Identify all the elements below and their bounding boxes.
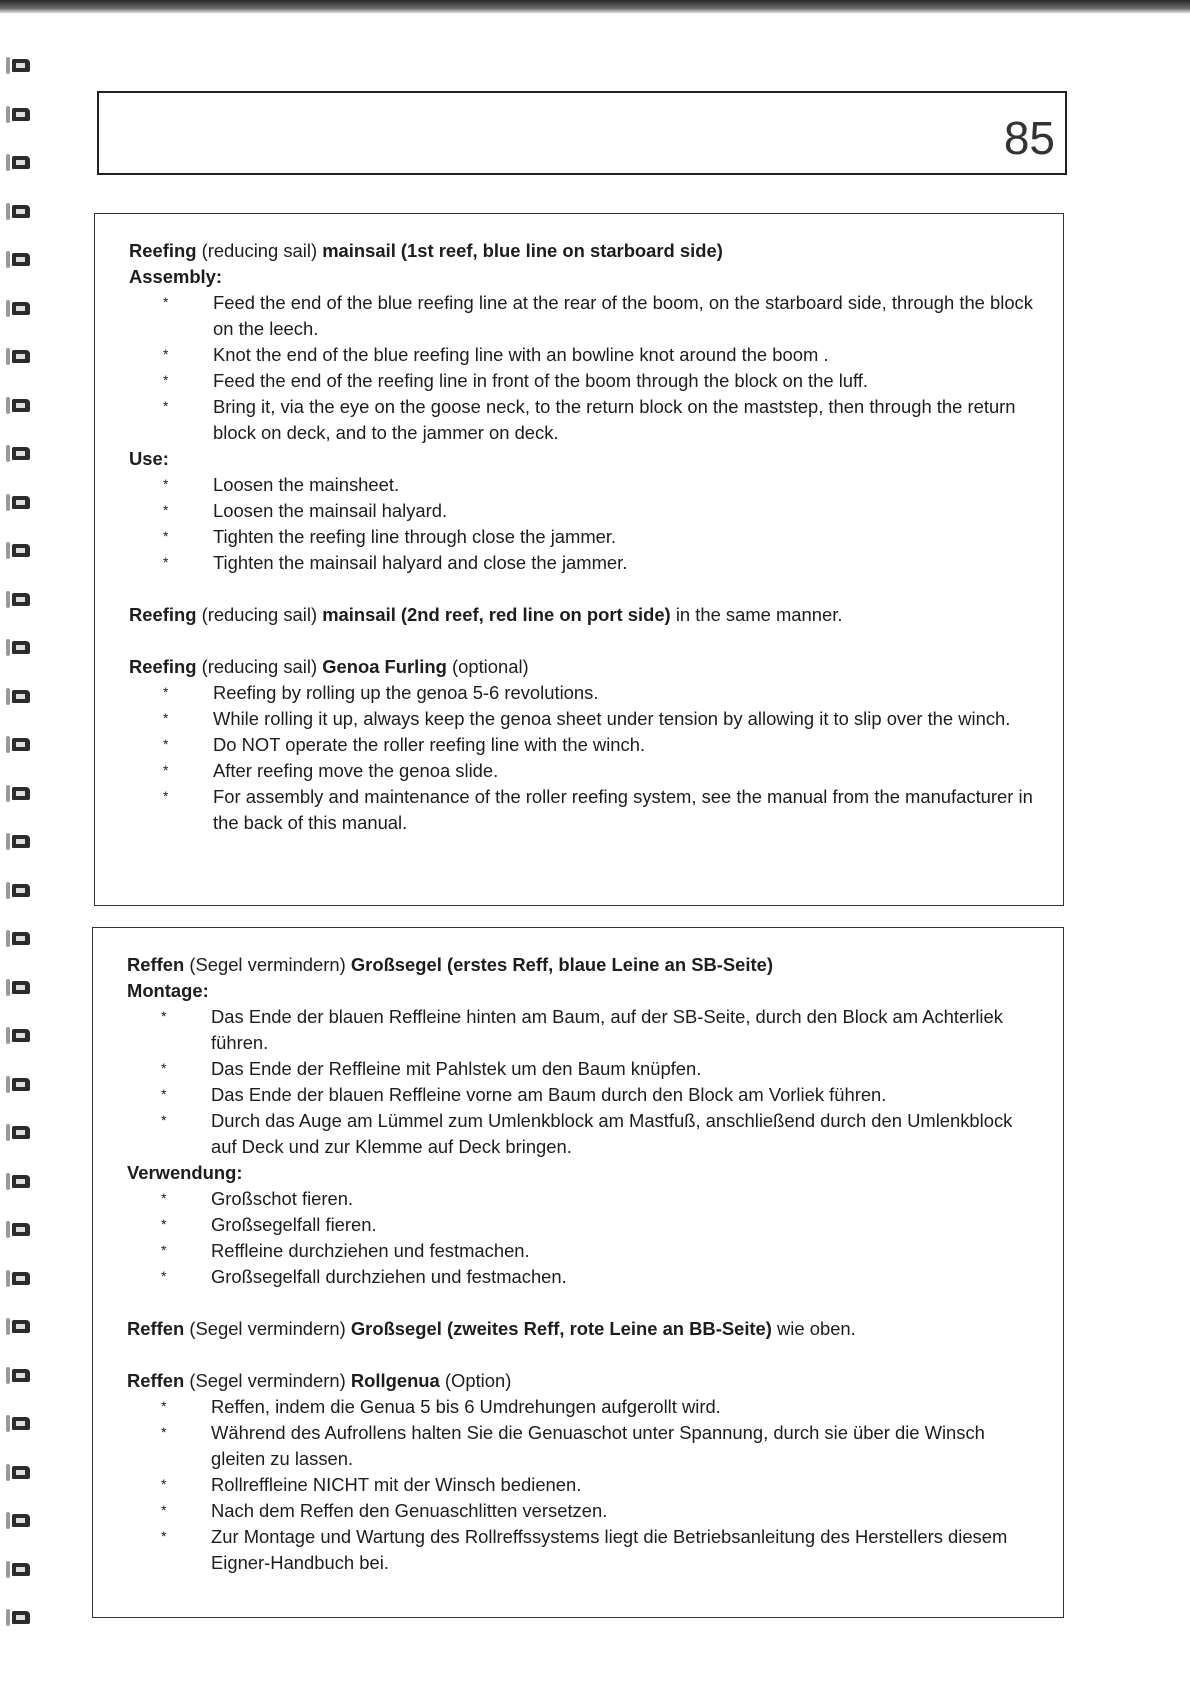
assembly-list <box>129 290 1039 446</box>
list-item-text: After reefing move the genoa slide. <box>213 760 499 781</box>
binding-ring <box>4 492 34 514</box>
bullet-asterisk: * <box>163 346 169 362</box>
binding-ring <box>4 1316 34 1338</box>
rollgenua-list <box>127 1394 1039 1576</box>
bullet-asterisk: * <box>161 1190 167 1206</box>
reff2-heading: Reffen (Segel vermindern) Großsegel (zweites Reff, rote Leine an BB-Seite) wie oben. <box>127 1318 856 1339</box>
binding-ring <box>4 1219 34 1241</box>
list-item-text: Tighten the reefing line through close the jammer. <box>213 526 617 547</box>
list-item-text: Rollreffleine NICHT mit der Winsch bedienen. <box>211 1474 582 1495</box>
montage-list <box>127 1004 1039 1160</box>
list-item <box>129 472 1039 498</box>
list-item <box>129 706 1039 732</box>
reef1-heading: Reefing (reducing sail) mainsail (1st reef, blue line on starboard side) <box>129 240 723 261</box>
english-content <box>129 238 1039 836</box>
verwendung-label: Verwendung: <box>127 1162 243 1183</box>
bullet-asterisk: * <box>161 1242 167 1258</box>
list-item-text: Großsegelfall fieren. <box>211 1214 377 1235</box>
binding-ring <box>4 928 34 950</box>
binding-ring <box>4 152 34 174</box>
list-item <box>129 498 1039 524</box>
english-section-box <box>94 213 1064 906</box>
binding-ring <box>4 1025 34 1047</box>
list-item <box>127 1420 1039 1472</box>
list-item-text: Knot the end of the blue reefing line with an bowline knot around the boom . <box>213 344 829 365</box>
bullet-asterisk: * <box>163 476 169 492</box>
bullet-asterisk: * <box>163 554 169 570</box>
list-item <box>129 394 1039 446</box>
page-header-box <box>97 91 1067 175</box>
list-item-text: Loosen the mainsail halyard. <box>213 500 448 521</box>
binding-ring <box>4 637 34 659</box>
binding-ring <box>4 880 34 902</box>
binding-ring <box>4 1268 34 1290</box>
scan-top-shadow <box>0 0 1190 14</box>
list-item-text: Während des Aufrollens halten Sie die Genuaschot unter Spannung, durch sie über die Winsch gleiten zu lassen. <box>211 1422 985 1469</box>
binding-ring <box>4 1074 34 1096</box>
list-item <box>127 1004 1039 1056</box>
list-item <box>129 290 1039 342</box>
bullet-asterisk: * <box>163 502 169 518</box>
list-item <box>129 550 1039 576</box>
binding-ring <box>4 346 34 368</box>
german-content <box>127 952 1039 1576</box>
bullet-asterisk: * <box>161 1398 167 1414</box>
binding-ring <box>4 298 34 320</box>
assembly-label: Assembly: <box>129 266 223 287</box>
binding-ring <box>4 831 34 853</box>
bullet-asterisk: * <box>163 528 169 544</box>
binding-ring <box>4 1607 34 1629</box>
list-item <box>129 368 1039 394</box>
list-item-text: For assembly and maintenance of the roller reefing system, see the manual from the manufacturer in the back of this manual. <box>213 786 1033 833</box>
binding-ring <box>4 395 34 417</box>
list-item-text: Feed the end of the blue reefing line at the rear of the boom, on the starboard side, through the block on the leech. <box>213 292 1033 339</box>
binding-ring <box>4 540 34 562</box>
bullet-asterisk: * <box>163 762 169 778</box>
list-item-text: Loosen the mainsheet. <box>213 474 400 495</box>
use-list <box>129 472 1039 576</box>
bullet-asterisk: * <box>163 788 169 804</box>
list-item <box>129 524 1039 550</box>
list-item-text: Durch das Auge am Lümmel zum Umlenkblock am Mastfuß, anschließend durch den Umlenkblock auf Deck und zur Klemme auf Deck bringen. <box>211 1110 1013 1157</box>
montage-label: Montage: <box>127 980 209 1001</box>
binding-ring <box>4 1559 34 1581</box>
bullet-asterisk: * <box>161 1502 167 1518</box>
bullet-asterisk: * <box>163 684 169 700</box>
reef2-heading: Reefing (reducing sail) mainsail (2nd reef, red line on port side) in the same manner. <box>129 604 843 625</box>
list-item <box>129 758 1039 784</box>
list-item-text: Reffen, indem die Genua 5 bis 6 Umdrehungen aufgerollt wird. <box>211 1396 721 1417</box>
list-item-text: Do NOT operate the roller reefing line with the winch. <box>213 734 646 755</box>
reff1-heading: Reffen (Segel vermindern) Großsegel (erstes Reff, blaue Leine an SB-Seite) <box>127 954 773 975</box>
list-item-text: Tighten the mainsail halyard and close the jammer. <box>213 552 628 573</box>
binding-ring <box>4 55 34 77</box>
bullet-asterisk: * <box>161 1268 167 1284</box>
german-section-box <box>92 927 1064 1618</box>
list-item-text: Das Ende der blauen Reffleine hinten am Baum, auf der SB-Seite, durch den Block am Achterliek führen. <box>211 1006 1003 1053</box>
use-label: Use: <box>129 448 169 469</box>
list-item <box>127 1394 1039 1420</box>
binding-ring <box>4 734 34 756</box>
list-item-text: Großschot fieren. <box>211 1188 354 1209</box>
binding-ring <box>4 977 34 999</box>
list-item <box>127 1186 1039 1212</box>
bullet-asterisk: * <box>163 736 169 752</box>
page-number: 85 <box>1003 112 1055 164</box>
binding-ring <box>4 443 34 465</box>
spiral-binding <box>4 55 34 1675</box>
list-item-text: While rolling it up, always keep the genoa sheet under tension by allowing it to slip over the winch. <box>213 708 1011 729</box>
binding-ring <box>4 104 34 126</box>
list-item <box>129 342 1039 368</box>
list-item <box>127 1498 1039 1524</box>
list-item-text: Nach dem Reffen den Genuaschlitten versetzen. <box>211 1500 608 1521</box>
bullet-asterisk: * <box>161 1424 167 1440</box>
list-item-text: Großsegelfall durchziehen und festmachen. <box>211 1266 567 1287</box>
genoa-list <box>129 680 1039 836</box>
binding-ring <box>4 589 34 611</box>
list-item <box>127 1238 1039 1264</box>
bullet-asterisk: * <box>161 1216 167 1232</box>
list-item <box>127 1108 1039 1160</box>
list-item-text: Das Ende der Reffleine mit Pahlstek um den Baum knüpfen. <box>211 1058 702 1079</box>
bullet-asterisk: * <box>161 1112 167 1128</box>
bullet-asterisk: * <box>161 1060 167 1076</box>
binding-ring <box>4 783 34 805</box>
list-item-text: Reefing by rolling up the genoa 5-6 revolutions. <box>213 682 599 703</box>
bullet-asterisk: * <box>161 1528 167 1544</box>
list-item-text: Bring it, via the eye on the goose neck, to the return block on the maststep, then through the return block on deck, and to the jammer on deck. <box>213 396 1016 443</box>
list-item <box>129 732 1039 758</box>
list-item-text: Zur Montage und Wartung des Rollreffssystems liegt die Betriebsanleitung des Herstellers diesem Eigner-Handbuch bei. <box>211 1526 1008 1573</box>
list-item <box>127 1212 1039 1238</box>
binding-ring <box>4 1365 34 1387</box>
binding-ring <box>4 1171 34 1193</box>
bullet-asterisk: * <box>161 1086 167 1102</box>
list-item <box>127 1524 1039 1576</box>
bullet-asterisk: * <box>163 372 169 388</box>
verwendung-list <box>127 1186 1039 1290</box>
bullet-asterisk: * <box>161 1008 167 1024</box>
list-item <box>127 1082 1039 1108</box>
list-item-text: Das Ende der blauen Reffleine vorne am Baum durch den Block am Vorliek führen. <box>211 1084 887 1105</box>
binding-ring <box>4 1510 34 1532</box>
bullet-asterisk: * <box>163 398 169 414</box>
bullet-asterisk: * <box>161 1476 167 1492</box>
genoa-heading: Reefing (reducing sail) Genoa Furling (optional) <box>129 656 529 677</box>
binding-ring <box>4 1462 34 1484</box>
list-item <box>129 784 1039 836</box>
list-item <box>129 680 1039 706</box>
list-item <box>127 1056 1039 1082</box>
list-item-text: Feed the end of the reefing line in front of the boom through the block on the luff. <box>213 370 869 391</box>
binding-ring <box>4 1413 34 1435</box>
binding-ring <box>4 249 34 271</box>
bullet-asterisk: * <box>163 294 169 310</box>
rollgenua-heading: Reffen (Segel vermindern) Rollgenua (Option) <box>127 1370 512 1391</box>
list-item <box>127 1264 1039 1290</box>
list-item <box>127 1472 1039 1498</box>
list-item-text: Reffleine durchziehen und festmachen. <box>211 1240 530 1261</box>
bullet-asterisk: * <box>163 710 169 726</box>
binding-ring <box>4 686 34 708</box>
binding-ring <box>4 201 34 223</box>
binding-ring <box>4 1122 34 1144</box>
